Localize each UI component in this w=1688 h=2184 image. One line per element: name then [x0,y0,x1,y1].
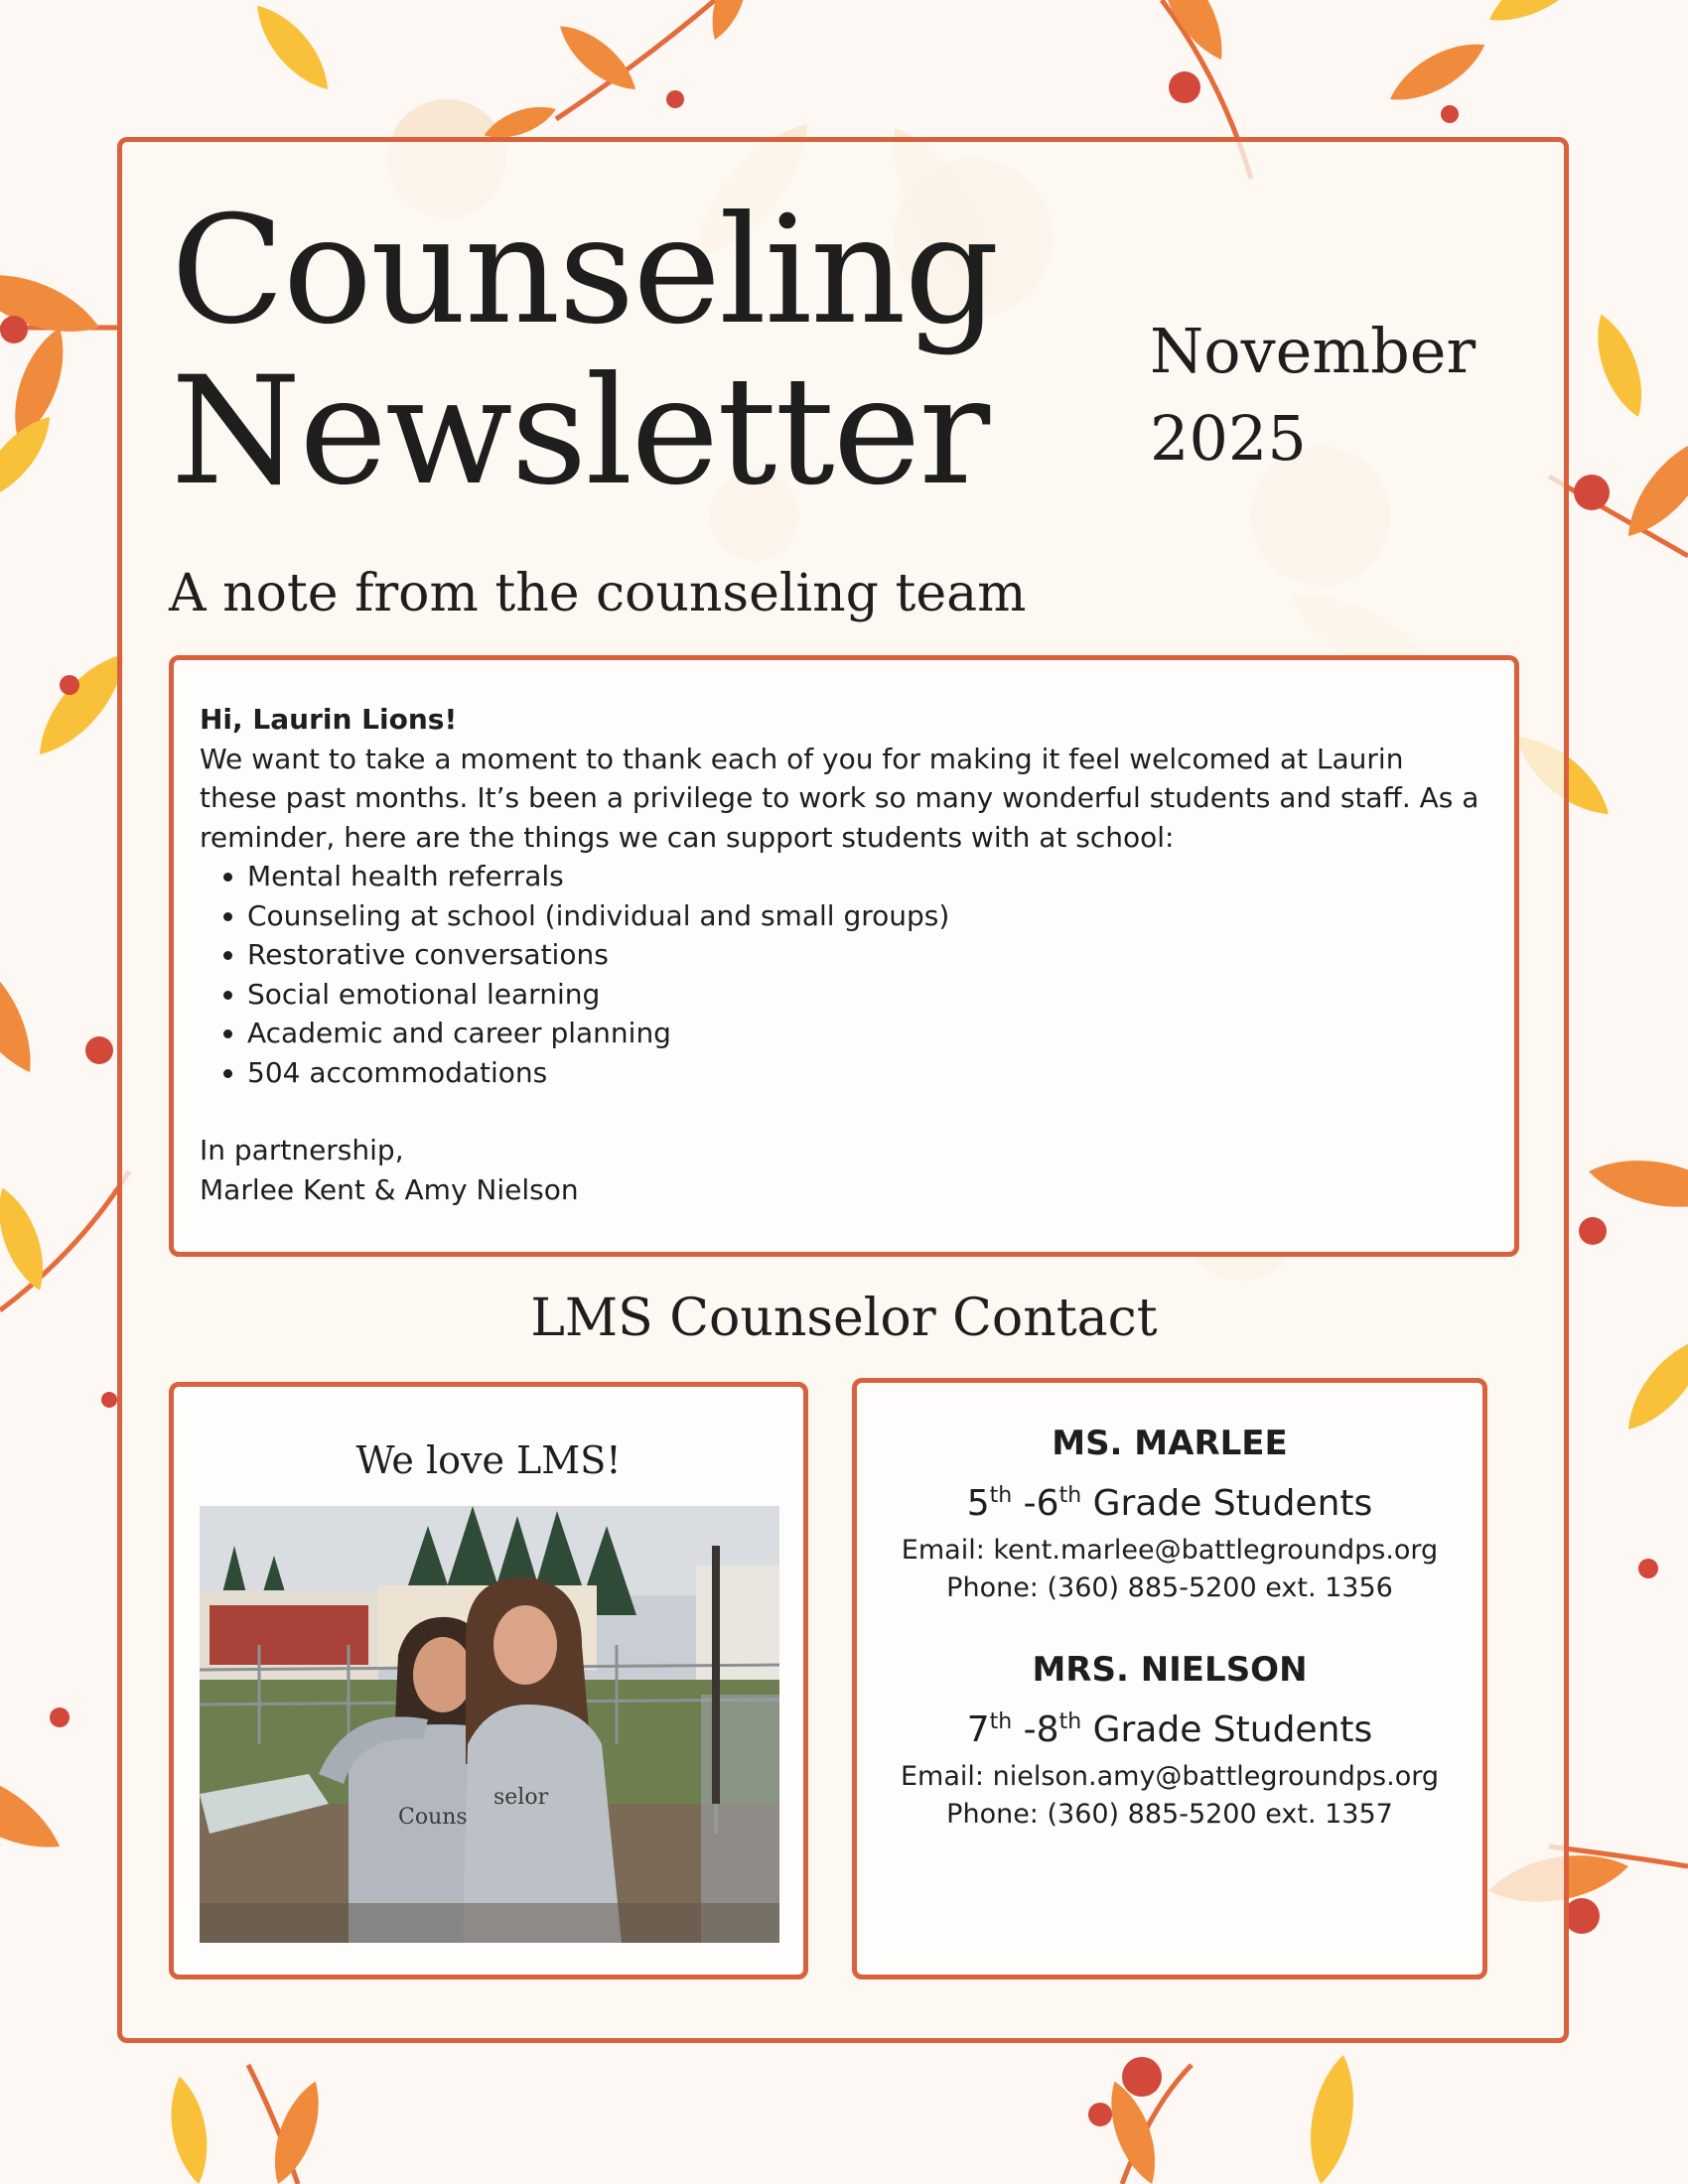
photo-card [169,1382,808,1979]
counselor-name: MRS. NIELSON [1032,1650,1308,1690]
list-item: • Counseling at school (individual and small groups) [247,896,1484,936]
supports-list [200,857,1484,1092]
grade-start: 7 [966,1709,990,1750]
list-item: • Academic and career planning [247,1014,1484,1053]
title-line-2: Newsletter [171,345,989,518]
sweatshirt-text-right: selor [493,1785,549,1810]
grade-start: 5 [966,1483,990,1524]
issue-year: 2025 [1150,402,1307,475]
counselor-name: MS. MARLEE [1052,1424,1288,1463]
list-item: • 504 accommodations [247,1053,1484,1093]
list-item: • Mental health referrals [247,857,1484,896]
grade-end-suffix: th [1058,1483,1082,1508]
counselor-phone: Phone: (360) 885-5200 ext. 1357 [946,1799,1393,1830]
counselors-photo [200,1506,779,1943]
grade-start-suffix: th [989,1483,1013,1508]
issue-date [1150,308,1476,482]
counselor-contact-card [852,1378,1487,1979]
grade-start-suffix: th [989,1709,1013,1734]
note-greeting: Hi, Laurin Lions! [200,703,458,736]
grade-sep: - [1012,1483,1037,1524]
note-box [169,655,1519,1257]
counselor-email[interactable]: Email: kent.marlee@battlegroundps.org [901,1535,1439,1566]
newsletter-title [171,185,998,518]
sweatshirt-text-left: Couns [398,1805,468,1830]
note-body: We want to take a moment to thank each of you for making it feel welcomed at Laurin these past months. It’s been a privilege to work so many wonderful students and staff. As a reminder, here are the things we can support students with at school: [200,742,1479,854]
title-line-1: Counseling [171,185,998,357]
note-heading: A note from the counseling team [169,564,1027,623]
counselor-grades [857,1468,1482,1532]
counselor-grades [857,1695,1482,1758]
grade-sep: - [1012,1709,1037,1750]
note-signoff: In partnership, [200,1134,404,1166]
grade-end: 6 [1036,1483,1059,1524]
issue-month: November [1150,315,1477,387]
counselor-email[interactable]: Email: nielson.amy@battlegroundps.org [901,1761,1439,1792]
grade-end: 8 [1036,1709,1059,1750]
grade-label: Grade Students [1081,1483,1373,1524]
contact-heading: LMS Counselor Contact [530,1289,1158,1348]
note-signatures: Marlee Kent & Amy Nielson [200,1172,579,1206]
counselor-nielson [857,1645,1482,1834]
list-item: • Restorative conversations [247,935,1484,975]
grade-end-suffix: th [1058,1709,1082,1734]
grade-label: Grade Students [1081,1709,1373,1750]
counselor-phone: Phone: (360) 885-5200 ext. 1356 [946,1572,1393,1603]
counselor-marlee [857,1419,1482,1607]
photo-caption: We love LMS! [355,1438,622,1482]
list-item: • Social emotional learning [247,975,1484,1015]
